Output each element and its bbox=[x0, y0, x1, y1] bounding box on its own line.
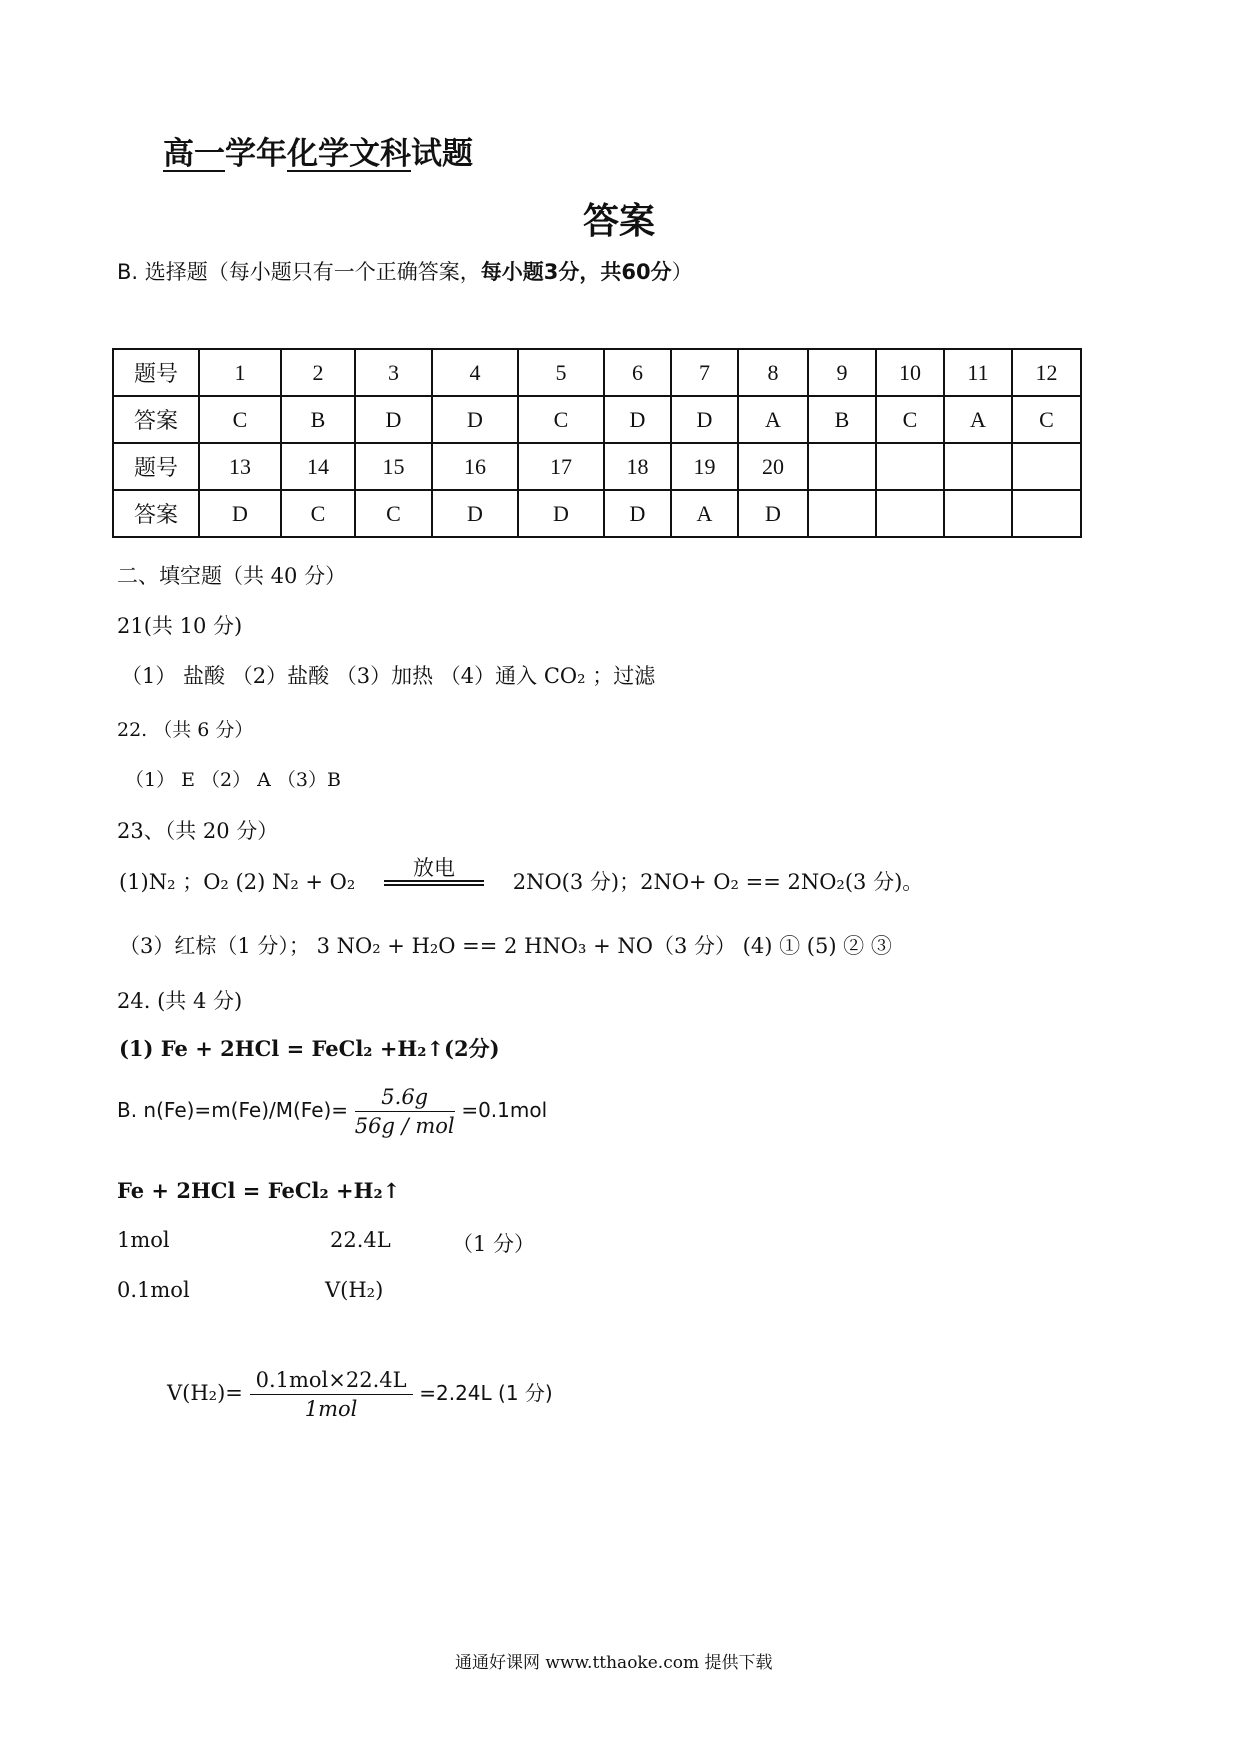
table-cell: A bbox=[671, 490, 738, 537]
table-row-header: 题号 bbox=[113, 443, 199, 490]
table-cell bbox=[944, 443, 1012, 490]
q23-line-1 bbox=[119, 856, 924, 896]
table-cell: 7 bbox=[671, 349, 738, 396]
table-cell: D bbox=[355, 396, 432, 443]
table-row-header: 答案 bbox=[113, 490, 199, 537]
equilibrium-sign bbox=[384, 880, 484, 886]
table-cell: 6 bbox=[604, 349, 671, 396]
mole-calc-prefix: B. n(Fe)=m(Fe)/M(Fe)= bbox=[117, 1098, 349, 1122]
answer-heading: 答案 bbox=[583, 200, 656, 242]
section-choice-prefix: B. 选择题（每小题只有一个正确答案， bbox=[117, 260, 481, 284]
title-part-2: 学年 bbox=[225, 136, 287, 172]
volume-fraction-numerator: 0.1mol×22.4L bbox=[250, 1368, 413, 1395]
table-cell: D bbox=[518, 490, 604, 537]
table-cell: A bbox=[944, 396, 1012, 443]
table-cell bbox=[876, 490, 944, 537]
table-cell bbox=[808, 443, 876, 490]
volume-fraction bbox=[250, 1368, 413, 1421]
document-title bbox=[163, 128, 473, 173]
q24-volume-calculation bbox=[167, 1368, 553, 1421]
table-cell: 16 bbox=[432, 443, 518, 490]
section-choice-heading bbox=[117, 256, 693, 286]
table-cell: 12 bbox=[1012, 349, 1081, 396]
q24-equation-1: (1) Fe + 2HCl = FeCl₂ +H₂↑(2分) bbox=[119, 1036, 500, 1061]
ratio-row-1-score: （1 分） bbox=[452, 1232, 536, 1256]
answer-table bbox=[112, 348, 1082, 538]
table-cell: 19 bbox=[671, 443, 738, 490]
volume-calc-prefix: V(H₂)= bbox=[167, 1381, 243, 1405]
table-cell: 5 bbox=[518, 349, 604, 396]
table-cell: C bbox=[1012, 396, 1081, 443]
title-part-4: 试题 bbox=[411, 136, 473, 172]
section-choice-suffix: ） bbox=[671, 260, 693, 284]
table-cell: 15 bbox=[355, 443, 432, 490]
table-cell: D bbox=[432, 396, 518, 443]
q24-equation-2: Fe + 2HCl = FeCl₂ +H₂↑ bbox=[117, 1178, 401, 1203]
table-cell: D bbox=[199, 490, 281, 537]
table-cell: D bbox=[671, 396, 738, 443]
table-cell: C bbox=[355, 490, 432, 537]
mole-fraction-denominator: 56g / mol bbox=[354, 1114, 455, 1138]
q23-line-2: （3）红棕（1 分）； 3 NO₂ + H₂O == 2 HNO₃ + NO（3 分） (4) ① (5) ② ③ bbox=[119, 934, 892, 958]
q24-heading: 24. (共 4 分) bbox=[117, 989, 243, 1013]
q21-answer: （1） 盐酸 （2）盐酸 （3）加热 （4）通入 CO₂ ；过滤 bbox=[121, 664, 656, 688]
table-cell: D bbox=[432, 490, 518, 537]
table-cell: B bbox=[281, 396, 355, 443]
table-cell: 2 bbox=[281, 349, 355, 396]
table-cell: 14 bbox=[281, 443, 355, 490]
q24-mole-calculation bbox=[117, 1085, 547, 1138]
table-cell bbox=[944, 490, 1012, 537]
table-row bbox=[113, 443, 1081, 490]
table-cell: C bbox=[281, 490, 355, 537]
table-cell: 4 bbox=[432, 349, 518, 396]
table-cell: 3 bbox=[355, 349, 432, 396]
volume-fraction-denominator: 1mol bbox=[304, 1397, 358, 1421]
section-choice-score: 每小题3分，共60分 bbox=[480, 260, 672, 284]
discharge-label: 放电 bbox=[413, 856, 456, 880]
table-cell: D bbox=[604, 396, 671, 443]
table-cell: 9 bbox=[808, 349, 876, 396]
q23-line-1b: 2NO(3 分)；2NO+ O₂ == 2NO₂(3 分)。 bbox=[512, 870, 924, 894]
ratio-row-1-mol: 1mol bbox=[117, 1228, 170, 1252]
table-cell: D bbox=[604, 490, 671, 537]
mole-calc-suffix: =0.1mol bbox=[461, 1098, 548, 1122]
table-cell: C bbox=[199, 396, 281, 443]
mole-fraction-numerator: 5.6g bbox=[355, 1085, 455, 1112]
table-cell: 18 bbox=[604, 443, 671, 490]
table-cell: 8 bbox=[738, 349, 808, 396]
table-cell: 1 bbox=[199, 349, 281, 396]
table-row bbox=[113, 396, 1081, 443]
table-cell: 20 bbox=[738, 443, 808, 490]
table-cell: C bbox=[518, 396, 604, 443]
table-row bbox=[113, 490, 1081, 537]
table-cell: A bbox=[738, 396, 808, 443]
title-part-3: 化学文科 bbox=[287, 136, 411, 172]
discharge-condition bbox=[384, 852, 484, 882]
table-cell: 17 bbox=[518, 443, 604, 490]
mole-fraction bbox=[355, 1085, 455, 1138]
table-row bbox=[113, 349, 1081, 396]
table-cell: 13 bbox=[199, 443, 281, 490]
ratio-row-2-volume: V(H₂) bbox=[325, 1278, 384, 1302]
table-row-header: 答案 bbox=[113, 396, 199, 443]
section-fill-heading: 二、填空题（共 40 分） bbox=[117, 564, 347, 588]
table-row-header: 题号 bbox=[113, 349, 199, 396]
table-cell: C bbox=[876, 396, 944, 443]
table-cell: 10 bbox=[876, 349, 944, 396]
q21-heading: 21(共 10 分) bbox=[117, 614, 243, 638]
table-cell bbox=[876, 443, 944, 490]
table-cell bbox=[1012, 443, 1081, 490]
q23-heading: 23、（共 20 分） bbox=[117, 819, 279, 843]
table-cell: B bbox=[808, 396, 876, 443]
table-cell bbox=[808, 490, 876, 537]
q23-line-1a: (1)N₂ ；O₂ (2) N₂ + O₂ bbox=[119, 870, 356, 894]
q22-heading: 22. （共 6 分） bbox=[117, 719, 254, 741]
page-footer: 通通好课网 www.tthaoke.com 提供下载 bbox=[455, 1653, 773, 1673]
table-cell bbox=[1012, 490, 1081, 537]
volume-calc-suffix: =2.24L (1 分) bbox=[419, 1381, 553, 1405]
ratio-row-2-mol: 0.1mol bbox=[117, 1278, 190, 1302]
q22-answer: （1） E （2） A （3）B bbox=[125, 769, 341, 791]
table-cell: 11 bbox=[944, 349, 1012, 396]
table-cell: D bbox=[738, 490, 808, 537]
title-part-1: 高一 bbox=[163, 136, 225, 172]
ratio-row-1-volume: 22.4L bbox=[330, 1228, 391, 1252]
